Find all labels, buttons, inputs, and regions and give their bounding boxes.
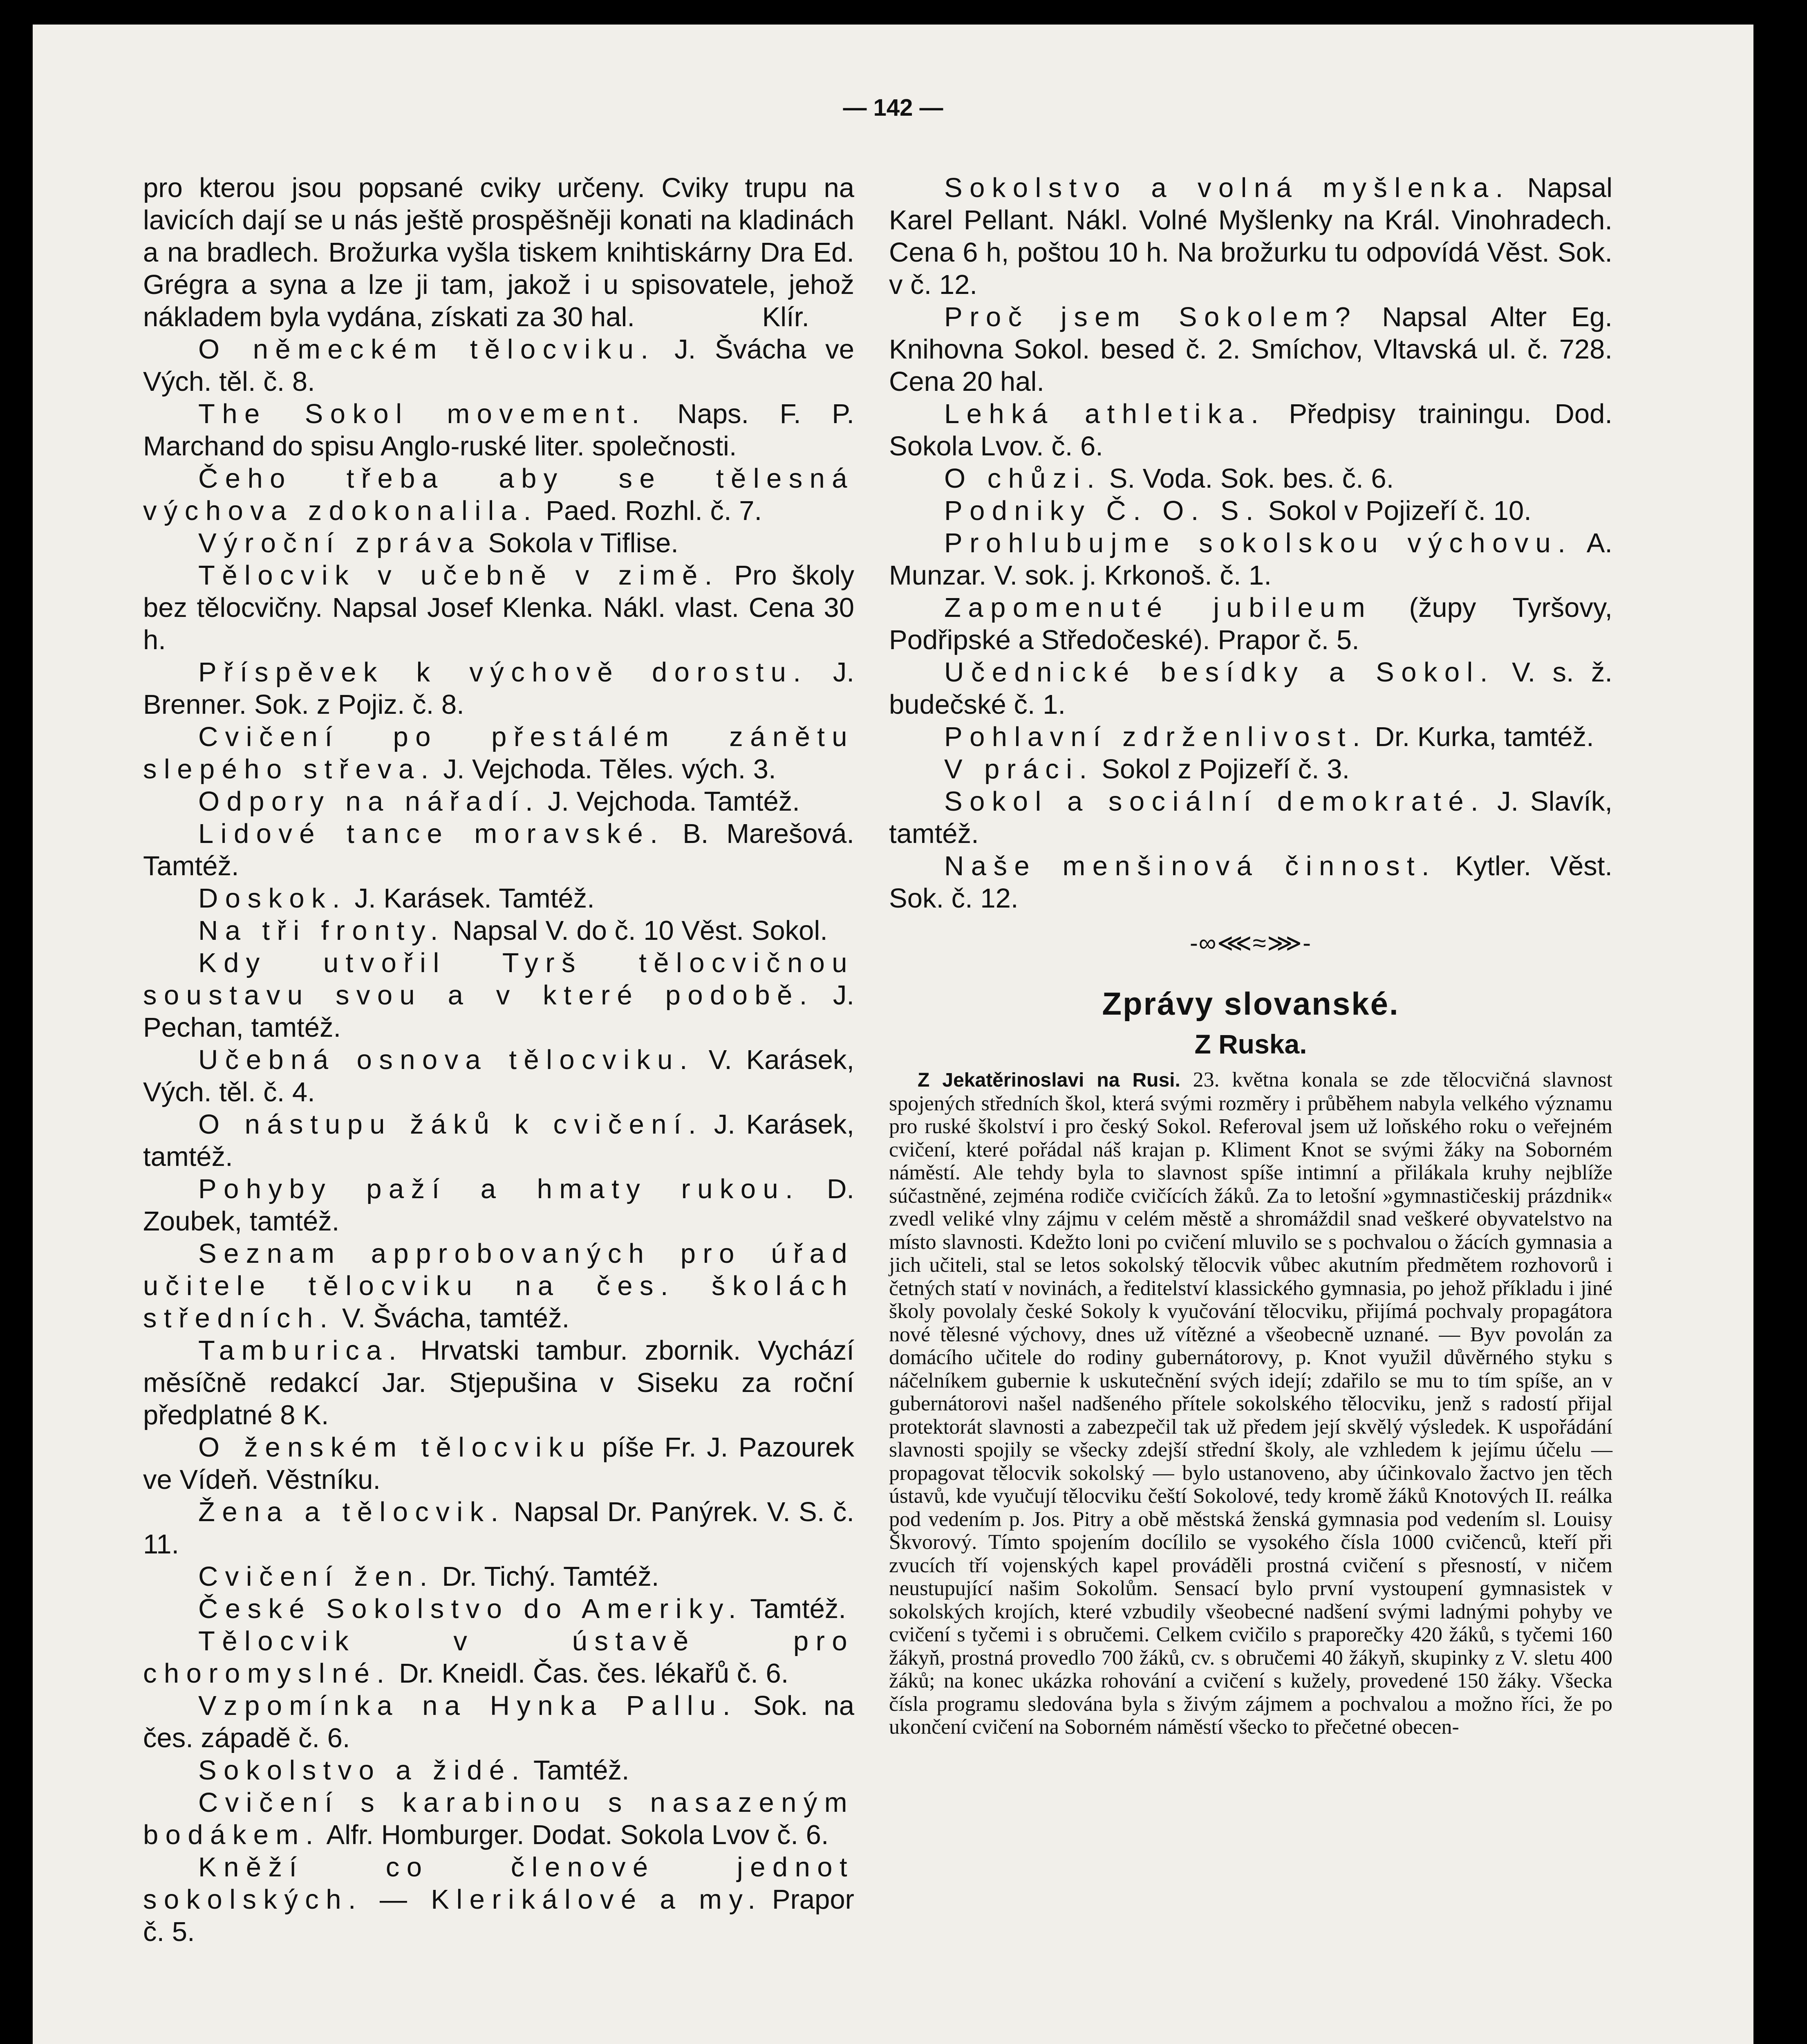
bibliography-entry — [889, 592, 1612, 656]
left-column — [143, 172, 854, 1948]
bibliography-entry — [143, 1625, 854, 1690]
bibliography-entry — [143, 1173, 854, 1237]
entry-title: Prohlubujme sokolskou výchovu. — [944, 528, 1573, 558]
entry-title: Sokolstvo a volná myšlenka. — [944, 173, 1510, 203]
entry-detail: Hrvatski tambur. zbornik. Vychází měsíčně redakcí Jar. Stjepušina v Siseku za roční předplatné 8 K. — [143, 1335, 854, 1430]
entry-title: The Sokol movement. — [198, 399, 647, 429]
bibliography-entry — [143, 1560, 854, 1593]
report-lead: Z Jekatěrinoslavi na Rusi. — [918, 1069, 1180, 1091]
entry-detail: Předpisy trainingu. Dod. Sokola Lvov. č. 6. — [889, 399, 1612, 462]
entry-title: Cvičení s karabinou s nasazeným bodákem. — [143, 1787, 854, 1850]
entry-detail: Dr. Kneidl. Čas. čes. lékařů č. 6. — [399, 1658, 789, 1689]
entry-detail: Sok. na čes. západě č. 6. — [143, 1690, 854, 1753]
entry-detail: J. Vejchoda. Tamtéž. — [547, 786, 800, 817]
bibliography-entry — [889, 172, 1612, 301]
entry-detail: J. Švácha ve Vých. těl. č. 8. — [143, 334, 854, 397]
entry-detail: Napsal Alter Eg. Knihovna Sokol. besed č. 2. Smíchov, Vltavská ul. č. 728. Cena 20 hal. — [889, 302, 1612, 397]
entry-title: Kněží co členové jednot sokolských. — Klerikálové a my. — [143, 1852, 854, 1915]
bibliography-entry — [889, 398, 1612, 462]
entry-detail: Sokol v Pojizeří č. 10. — [1268, 495, 1532, 526]
entry-detail: Alfr. Homburger. Dodat. Sokola Lvov č. 6. — [326, 1820, 829, 1850]
bibliography-entry — [143, 1851, 854, 1948]
report-text: 23. května konala se zde tělocvičná slavnost spojených středních škol, která svými rozměry i průběhem nabyla velkého významu pro ruské školství i pro český Sokol. Referoval jsem už loňského roku o veřejném cvičení, které pořádal náš krajan p. Kliment Knot se svými žáky na Soborném náměstí. Ale tehdy byla to slavnost spíše intimní a přilákala kruhy nejblíže súčastněné, zejména rodiče cvičících žáků. Za to letošní »gymnastičeskij prázdnik« zvedl veliké vlny zájmu v celém městě a shromáždil snad veškeré obyvatelstvo na místo slavnosti. Kdežto loni po cvičení mluvilo se s pochvalou o žácích gymnasia a jich učiteli, stal se letos sokolský tělocvik vůbec akutním předmětem rozhovorů i četných statí v novinách, a ředitelství klassického gymnasia, po jehož příkladu i jiné školy povolaly české Sokoly k vyučování tělocviku, přijímá pochvaly propagátora nové tělesné výchovy, dnes už vítězné a všeobecně uznané. — Byv povolán za domácího učitele do rodiny gubernátorovy, p. Knot využil důvěrného styku s náčelníkem gubernie k uskutečnění svých idejí; zdařilo se mu to tím spíše, an v gubernátorovi našel nadšeného přítele sokolského tělocviku, jenž s radostí přijal protektorát slavnosti a zabezpečil tak už předem její skvělý výsledek. K uspořádání slavnosti spojily se všecky zdejší střední školy, ale vzhledem k jejímu účelu — propagovat tělocvik sokolský — bylo ustanoveno, aby účinkovalo žactvo jen těch ústavů, kde vyučují tělocviku čeští Sokolové, tedy kromě žáků Knotových II. reálka pod vedením p. Jos. Pitry a obě městská ženská gymnasia pod vedením sl. Louisy Škvorový. Tímto spojením docílilo se vysokého čísla 1000 cvičenců, kteří při zvucích tří vojenských kapel prováděli prostná cvičení s přesností, v ničem neustupující našim Sokolům. Sensací bylo první vystoupení gymnasistek v sokolských krojích, které vzbudily všeobecné nadšení svými ladnými pohyby ve cvičení s tyčemi i s obručemi. Celkem cvičilo s praporečky 420 žáků, s tyčemi 160 žákyň, prostná provedlo 700 žáků, cv. s obručemi 40 žákyň, skupinky z V. sletu 400 žáků; na konec ukázka rohování a cvičení s kužely, provedené 150 žáky. Všecka čísla programu sledována byla s živým zájmem a pochvalou a možno říci, že po ukončení cvičení na Soborném náměstí všecko to přečetné obecen- — [889, 1068, 1612, 1739]
bibliography-entry — [889, 721, 1612, 753]
entry-title: Podniky Č. O. S. — [944, 495, 1261, 526]
bibliography-entry — [143, 721, 854, 785]
entry-detail: A. Munzar. V. sok. j. Krkonoš. č. 1. — [889, 528, 1612, 591]
bibliography-entry — [143, 1754, 854, 1786]
entry-detail: J. Slavík, tamtéž. — [889, 786, 1612, 849]
bibliography-entry — [143, 1593, 854, 1625]
intro-signature: Klír. — [762, 302, 809, 332]
entry-detail: Kytler. Věst. Sok. č. 12. — [889, 851, 1612, 914]
bibliography-entry — [143, 462, 854, 527]
bibliography-entry — [889, 785, 1612, 850]
bibliography-entry — [889, 753, 1612, 785]
bibliography-entry — [143, 1496, 854, 1560]
entry-detail: (župy Tyršovy, Podřipské a Středočeské). Prapor č. 5. — [889, 592, 1612, 655]
entry-detail: Pro školy bez tělocvičny. Napsal Josef Klenka. Nákl. vlast. Cena 30 h. — [143, 560, 854, 655]
bibliography-entry — [143, 1237, 854, 1334]
entry-detail: J. Vejchoda. Těles. vých. 3. — [443, 754, 776, 784]
entry-detail: píše Fr. J. Pazourek ve Vídeň. Věstníku. — [143, 1432, 854, 1495]
entry-title: Cvičení žen. — [198, 1561, 434, 1592]
right-column — [889, 172, 1612, 1739]
page — [33, 25, 1753, 2044]
entry-title: Výroční zpráva — [198, 528, 481, 558]
entry-title: Tamburica. — [198, 1335, 403, 1366]
page-number: — 142 — — [843, 94, 943, 121]
entry-title: Na tři fronty. — [198, 915, 445, 946]
entry-title: Odpory na nářadí. — [198, 786, 540, 817]
entry-detail: Napsal V. do č. 10 Věst. Sokol. — [452, 915, 828, 946]
bibliography-entry — [143, 1334, 854, 1431]
entry-detail: Napsal Karel Pellant. Nákl. Volné Myšlenky na Král. Vinohradech. Cena 6 h, poštou 10 h. Na brožurku tu odpovídá Věst. Sok. v č. 12. — [889, 173, 1612, 300]
entry-title: Tělocvik v ústavě pro choromyslné. — [143, 1626, 854, 1689]
bibliography-entry — [143, 947, 854, 1044]
entry-title: Seznam approbovaných pro úřad učitele tělocviku na čes. školách středních. — [143, 1238, 854, 1334]
entry-title: Příspěvek k výchově dorostu. — [198, 657, 808, 688]
entry-detail: B. Marešová. Tamtéž. — [143, 818, 854, 881]
bibliography-entry — [889, 301, 1612, 398]
entry-title: Sokolstvo a židé. — [198, 1755, 526, 1786]
bibliography-entry — [889, 850, 1612, 914]
entry-detail: V. Švácha, tamtéž. — [342, 1303, 570, 1334]
entry-detail: J. Brenner. Sok. z Pojiz. č. 8. — [143, 657, 854, 720]
entry-title: O ženském tělocviku — [198, 1432, 592, 1463]
entry-detail: D. Zoubek, tamtéž. — [143, 1174, 854, 1237]
entry-title: O chůzi. — [944, 463, 1102, 494]
bibliography-entry — [889, 656, 1612, 721]
bibliography-entry — [143, 818, 854, 882]
bibliography-entry — [143, 882, 854, 914]
bibliography-entry — [889, 462, 1612, 495]
entry-title: Vzpomínka na Hynka Pallu. — [198, 1690, 737, 1721]
bibliography-entry — [143, 1108, 854, 1173]
entry-title: Lehká athletika. — [944, 399, 1266, 429]
entry-title: Doskok. — [198, 883, 347, 914]
bibliography-entry — [143, 1044, 854, 1108]
entry-title: Tělocvik v učebně v zimě. — [198, 560, 719, 591]
entry-detail: S. Voda. Sok. bes. č. 6. — [1109, 463, 1394, 494]
entry-detail: Napsal Dr. Panýrek. V. S. č. 11. — [143, 1497, 854, 1560]
left-entry-list — [143, 333, 854, 1948]
entry-detail: Dr. Kurka, tamtéž. — [1375, 722, 1594, 752]
bibliography-entry — [143, 1431, 854, 1496]
intro-paragraph — [143, 172, 854, 333]
entry-title: Lidové tance moravské. — [198, 818, 665, 849]
entry-detail: J. Karásek. Tamtéž. — [354, 883, 595, 914]
bibliography-entry — [143, 333, 854, 398]
entry-title: V práci. — [944, 754, 1094, 784]
entry-detail: J. Karásek, tamtéž. — [143, 1109, 854, 1172]
entry-title: Učebná osnova tělocviku. — [198, 1044, 694, 1075]
bibliography-entry — [143, 398, 854, 462]
entry-title: Naše menšinová činnost. — [944, 851, 1437, 881]
entry-title: Cvičení po přestálém zánětu slepého střeva. — [143, 722, 854, 784]
entry-title: O nástupu žáků k cvičení. — [198, 1109, 703, 1140]
entry-detail: Tamtéž. — [533, 1755, 629, 1786]
entry-title: O německém tělocviku. — [198, 334, 656, 365]
report-paragraph — [889, 1069, 1612, 1739]
bibliography-entry — [143, 527, 854, 559]
bibliography-entry — [143, 914, 854, 947]
entry-detail: Paed. Rozhl. č. 7. — [546, 495, 762, 526]
entry-detail: V. Karásek, Vých. těl. č. 4. — [143, 1044, 854, 1107]
entry-title: Žena a tělocvik. — [198, 1497, 506, 1527]
entry-title: Zapomenuté jubileum — [944, 592, 1373, 623]
bibliography-entry — [143, 785, 854, 818]
ornament-divider: -∞⋘≈⋙- — [1189, 929, 1312, 957]
bibliography-entry — [143, 559, 854, 656]
entry-title: Čeho třeba aby se tělesná výchova zdokonalila. — [143, 463, 854, 526]
entry-title: Sokol a sociální demokraté. — [944, 786, 1486, 817]
section-title: Zprávy slovanské. — [1102, 986, 1399, 1022]
entry-detail: Sokola v Tiflise. — [488, 528, 678, 558]
bibliography-entry — [143, 656, 854, 721]
entry-title: Proč jsem Sokolem? — [944, 302, 1358, 332]
entry-detail: Dr. Tichý. Tamtéž. — [442, 1561, 659, 1592]
entry-detail: Tamtéž. — [750, 1594, 846, 1624]
intro-text: pro kterou jsou popsané cviky určeny. Cviky trupu na lavicích dají se u nás ještě prospěšněji konati na kladinách a na bradlech. Brožurka vyšla tiskem knihtiskárny Dra Ed. Grégra a syna a lze ji tam, jakož i u spisovatele, jehož nákladem byla vydána, získati za 30 hal. — [143, 173, 854, 332]
entry-title: Pohlavní zdrženlivost. — [944, 722, 1367, 752]
entry-title: České Sokolstvo do Ameriky. — [198, 1594, 743, 1624]
section-subtitle: Z Ruska. — [1194, 1029, 1307, 1059]
bibliography-entry — [889, 495, 1612, 527]
bibliography-entry — [143, 1786, 854, 1851]
entry-detail: Prapor č. 5. — [143, 1884, 854, 1947]
entry-detail: Naps. F. P. Marchand do spisu Anglo-ruské liter. společnosti. — [143, 399, 854, 462]
entry-detail: V. s. ž. budečské č. 1. — [889, 657, 1612, 720]
entry-detail: J. Pechan, tamtéž. — [143, 980, 854, 1043]
entry-title: Kdy utvořil Tyrš tělocvičnou soustavu svou a v které podobě. — [143, 948, 854, 1011]
right-entry-list — [889, 172, 1612, 914]
bibliography-entry — [889, 527, 1612, 592]
entry-detail: Sokol z Pojizeří č. 3. — [1102, 754, 1350, 784]
entry-title: Učednické besídky a Sokol. — [944, 657, 1495, 688]
bibliography-entry — [143, 1690, 854, 1754]
entry-title: Pohyby paží a hmaty rukou. — [198, 1174, 800, 1204]
